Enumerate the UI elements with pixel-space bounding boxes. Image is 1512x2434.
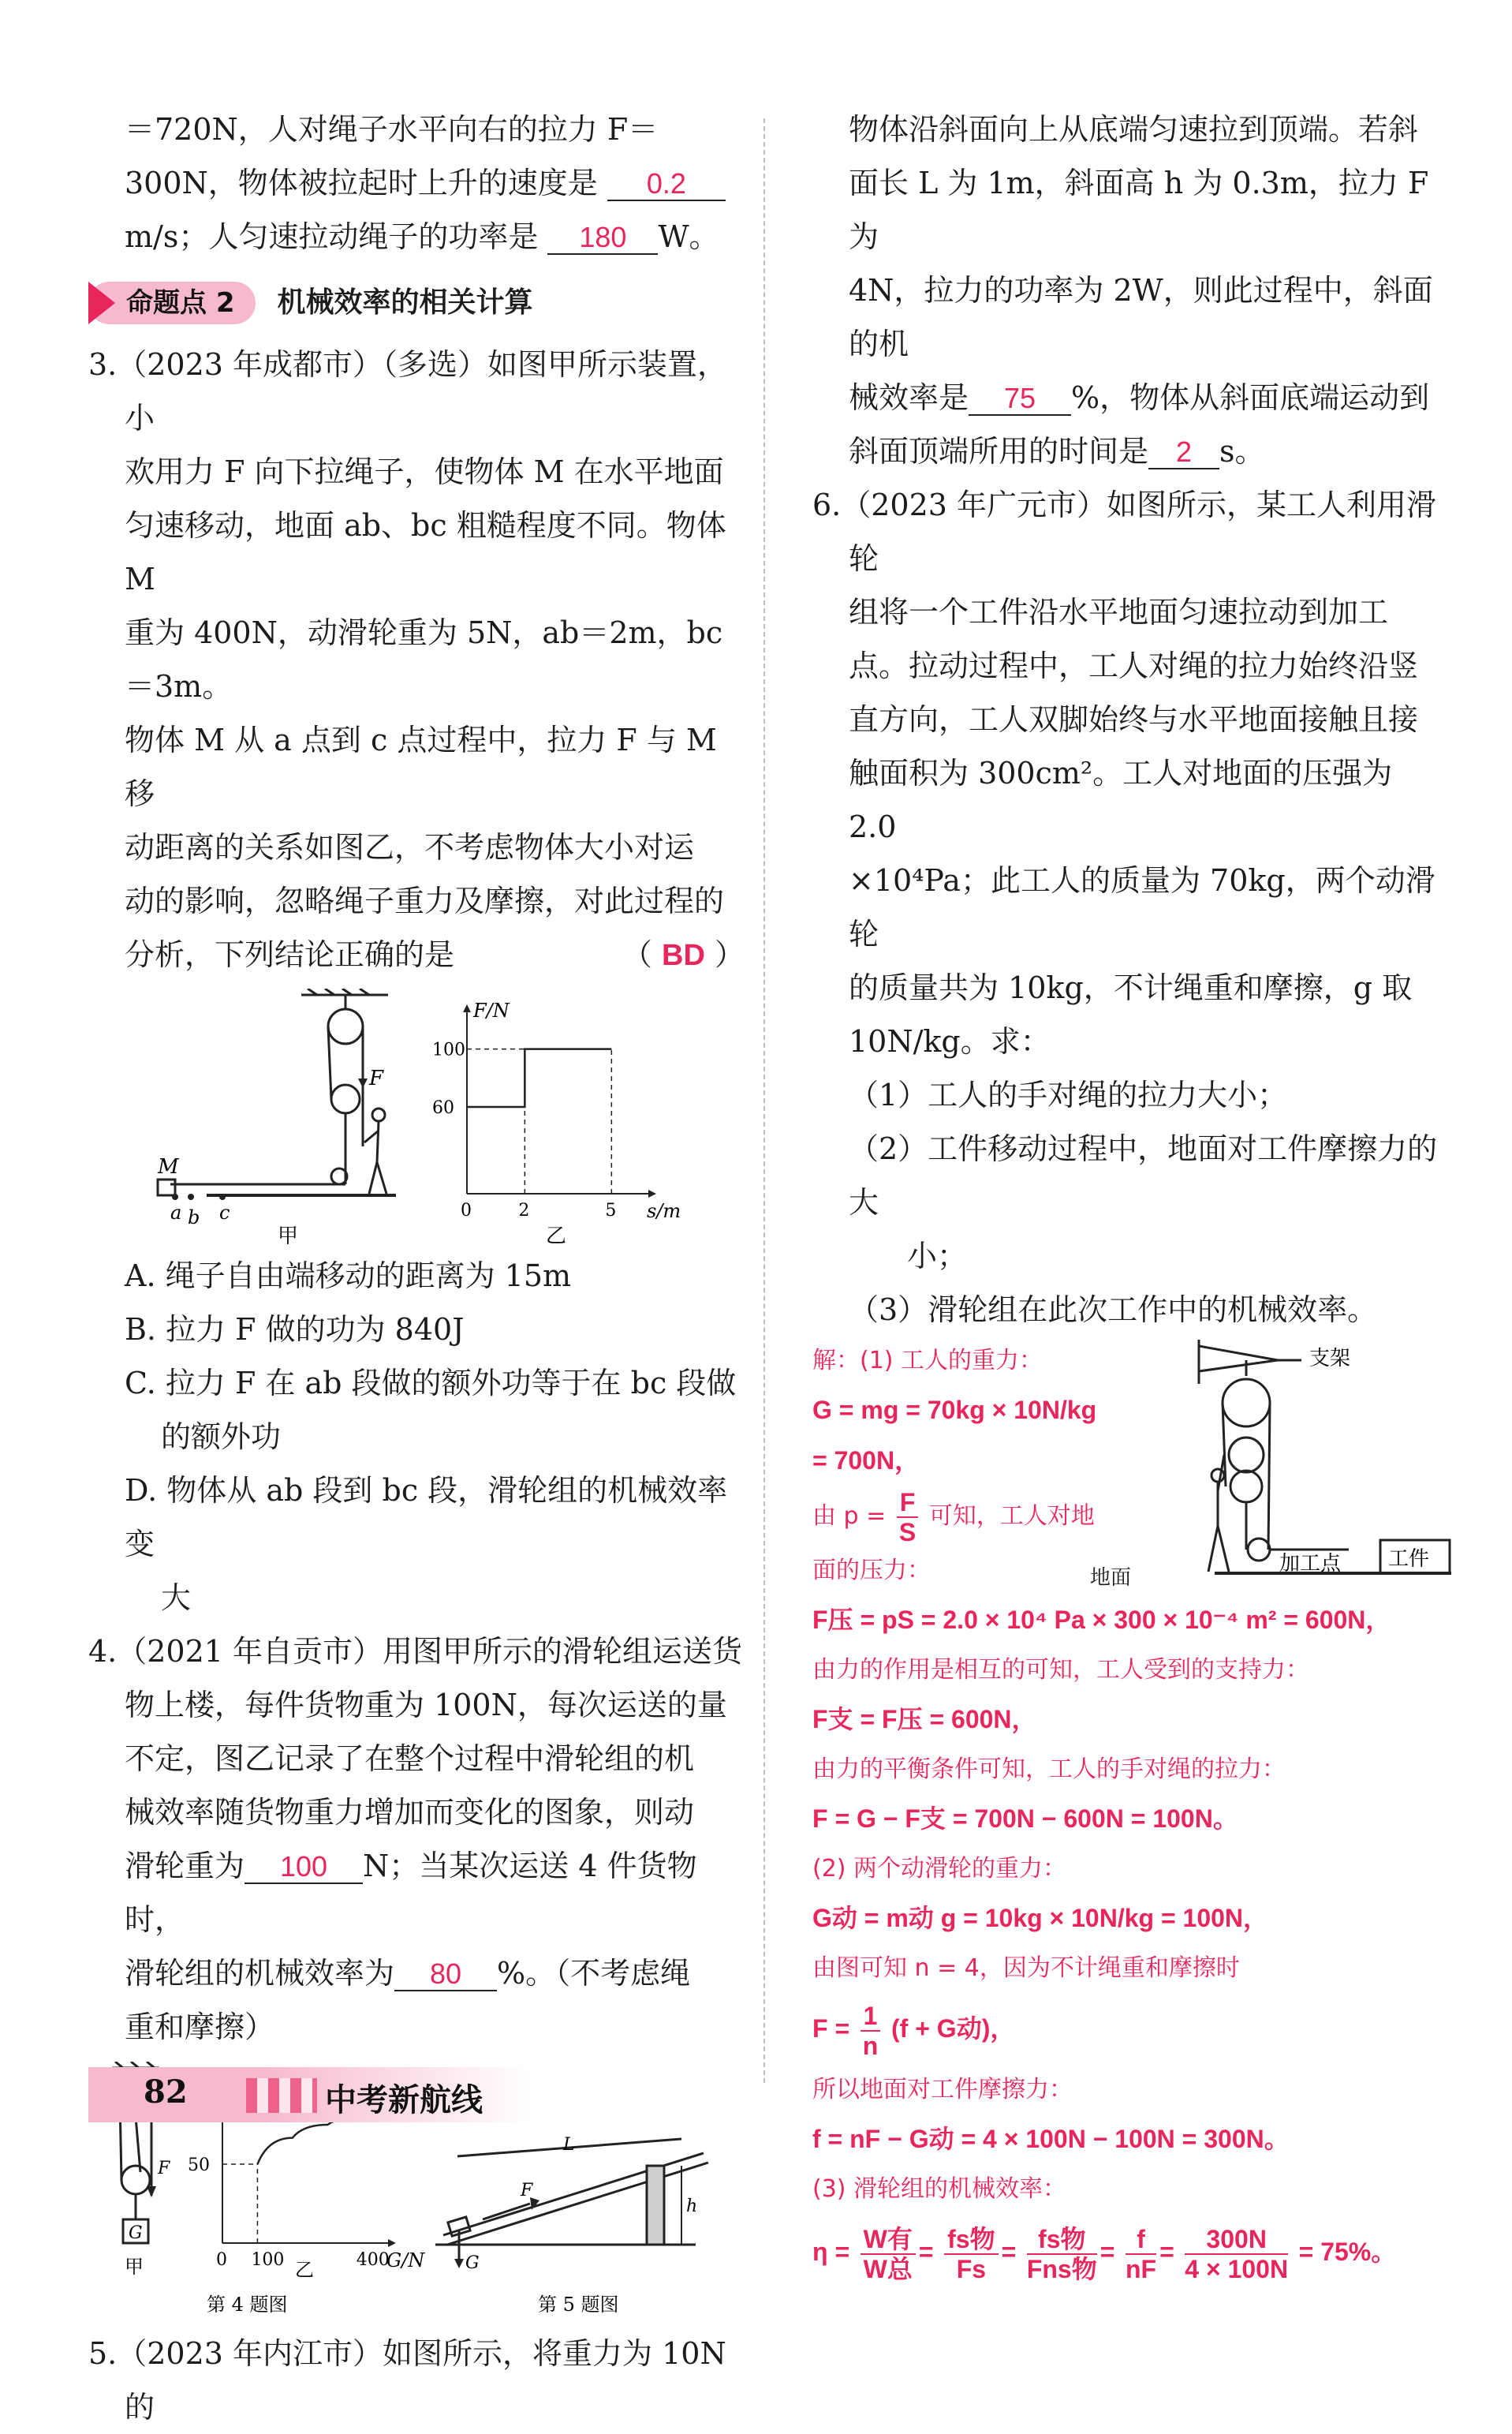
x-axis-arrow-icon bbox=[388, 2239, 396, 2247]
q3-option-a: A. 绳子自由端移动的距离为 15m bbox=[88, 1249, 745, 1303]
q5-answer-eta[interactable]: 75 bbox=[969, 383, 1071, 416]
q6-line-5: 触面积为 300cm²。工人对地面的压强为 2.0 bbox=[812, 746, 1443, 854]
q2-line-2: 300N，物体被拉起时上升的速度是 0.2 bbox=[88, 156, 745, 210]
q3-option-b: B. 拉力 F 做的功为 840J bbox=[88, 1303, 745, 1356]
y-axis-arrow-icon bbox=[463, 1004, 471, 1012]
sol-line-4: 由 p = $\frac{F}{S}$ 可知，工人对地 bbox=[812, 1486, 1443, 1546]
frac-1-n: $\frac{1}{n}$ bbox=[861, 2002, 881, 2060]
q3-line-7: 动的影响，忽略绳子重力及摩擦，对此过程的 bbox=[88, 874, 745, 928]
q3-option-d-cont: 大 bbox=[88, 1571, 745, 1625]
fig4-label-f: F bbox=[157, 2159, 170, 2178]
q5-line-3: 面长 L 为 1m，斜面高 h 为 0.3m，拉力 F 为 bbox=[812, 156, 1443, 264]
q6-label-ground-text: 地面 bbox=[1090, 1551, 1131, 1605]
sol-line-16: f = nF − G动 = 4 × 100N − 100N = 300N。 bbox=[812, 2114, 1443, 2165]
q4-line-7: 重和摩擦） bbox=[88, 2000, 745, 2054]
q6-line-6: ×10⁴Pa；此工人的质量为 70kg，两个动滑轮 bbox=[812, 854, 1443, 961]
x-axis-label: s/m bbox=[647, 1200, 681, 1222]
q4-line-1: 4.（2021 年自贡市）用图甲所示的滑轮组运送货 bbox=[88, 1625, 745, 1678]
q5-line-5: 械效率是 75 %，物体从斜面底端运动到 bbox=[812, 371, 1443, 424]
y-axis-label: F/N bbox=[472, 1000, 510, 1022]
q3-figure bbox=[88, 989, 745, 1249]
q5-line-1: 5.（2023 年内江市）如图所示，将重力为 10N 的 bbox=[88, 2327, 745, 2434]
sol-line-15: 所以地面对工件摩擦力： bbox=[812, 2066, 1443, 2114]
q3-caption-jia: 甲 bbox=[278, 1224, 298, 1248]
q6-sub-2-cont: 小； bbox=[812, 1229, 1443, 1283]
fig5-label-g: G bbox=[465, 2253, 480, 2273]
q2-line-3: m/s；人匀速拉动绳子的功率是 180 W。 bbox=[88, 210, 745, 264]
q3-line-1: 3.（2023 年成都市）（多选）如图甲所示装置，小 bbox=[88, 338, 745, 445]
sol-line-11: (2) 两个动滑轮的重力： bbox=[812, 1845, 1443, 1894]
q4-line-4: 械效率随货物重力增加而变化的图象，则动 bbox=[88, 1785, 745, 1839]
q4-line-6: 滑轮组的机械效率为 80 %。（不考虑绳 bbox=[88, 1946, 745, 2000]
q5-line-4: 4N，拉力的功率为 2W，则此过程中，斜面的机 bbox=[812, 264, 1443, 371]
frac-p: $\frac{F}{S}$ bbox=[897, 1488, 919, 1546]
q4-answer-pulley[interactable]: 100 bbox=[245, 1851, 363, 1884]
label-b: b bbox=[188, 1206, 200, 1228]
series-line bbox=[257, 2117, 362, 2164]
q3-line-6: 动距离的关系如图乙，不考虑物体大小对运 bbox=[88, 821, 745, 874]
q6-sub-2: （2）工件移动过程中，地面对工件摩擦力的大 bbox=[812, 1122, 1443, 1229]
checker-decoration bbox=[246, 2078, 317, 2113]
solution-block bbox=[812, 1337, 1443, 2291]
fig4-caption-yi: 乙 bbox=[295, 2259, 314, 2281]
x-axis-arrow-icon bbox=[648, 1190, 656, 1198]
point-b bbox=[188, 1194, 194, 1200]
y-tick-label: 60 bbox=[432, 1098, 454, 1118]
sol-line-9: 由力的平衡条件可知，工人的手对绳的拉力： bbox=[812, 1745, 1443, 1794]
q3-line-3: 匀速移动，地面 ab、bc 粗糙程度不同。物体 M bbox=[88, 499, 745, 606]
page-footer bbox=[88, 2067, 530, 2122]
fig4-label-g: G bbox=[129, 2223, 143, 2243]
column-divider bbox=[763, 118, 765, 2083]
fig5-incline bbox=[435, 2139, 708, 2262]
frac-eta-1: $\frac{\text{W有}}{\text{W总}}$ bbox=[861, 2225, 916, 2283]
right-column bbox=[812, 103, 1443, 2291]
sol-line-3: = 700N， bbox=[812, 1436, 1443, 1486]
q3-answer[interactable]: BD bbox=[662, 939, 705, 972]
topic-title: 机械效率的相关计算 bbox=[278, 276, 533, 330]
frac-eta-2: $\frac{\text{fs物}}{Fs}$ bbox=[944, 2225, 998, 2283]
q3-arrow-f bbox=[358, 1060, 384, 1090]
label-a: a bbox=[170, 1202, 181, 1224]
q4-line-2: 物上楼，每件货物重为 100N，每次运送的量 bbox=[88, 1678, 745, 1732]
x-tick-label: 0 bbox=[216, 2250, 227, 2270]
x-tick-label: 400 bbox=[357, 2250, 390, 2270]
q3-line-2: 欢用力 F 向下拉绳子，使物体 M 在水平地面 bbox=[88, 445, 745, 499]
fig5-arrow-g bbox=[454, 2259, 464, 2268]
q4-line-5: 滑轮重为 100 N；当某次运送 4 件货物时， bbox=[88, 1839, 745, 1946]
sol-line-7: 由力的作用是相互的可知，工人受到的支持力： bbox=[812, 1646, 1443, 1695]
q2-line-1: ＝720N，人对绳子水平向右的拉力 F＝ bbox=[88, 103, 745, 156]
point-c bbox=[219, 1194, 226, 1200]
q6-line-4: 直方向，工人双脚始终与水平地面接触且接 bbox=[812, 693, 1443, 746]
q3-option-c: C. 拉力 F 在 ab 段做的额外功等于在 bc 段做 bbox=[88, 1356, 745, 1410]
q6-label-work: 工件 bbox=[1388, 1547, 1429, 1571]
sol-line-1: 解：(1) 工人的重力： bbox=[812, 1337, 1443, 1385]
x-axis-label: G/N bbox=[386, 2249, 425, 2271]
q3-line-8: 分析，下列结论正确的是 （ BD ） bbox=[88, 928, 745, 982]
sol-line-17: (3) 滑轮组的机械效率： bbox=[812, 2165, 1443, 2214]
q3-line-5: 物体 M 从 a 点到 c 点过程中，拉力 F 与 M 移 bbox=[88, 713, 745, 821]
play-triangle-icon bbox=[88, 282, 115, 324]
q6-label-point: 加工点 bbox=[1279, 1552, 1342, 1576]
x-tick-label: 100 bbox=[251, 2250, 284, 2270]
fig5-caption: 第 5 题图 bbox=[538, 2294, 619, 2316]
q6-sub-3: （3）滑轮组在此次工作中的机械效率。 bbox=[812, 1283, 1443, 1337]
q2-answer-speed[interactable]: 0.2 bbox=[607, 168, 726, 201]
fig4-caption-jia: 甲 bbox=[125, 2256, 144, 2278]
q3-answer-bracket: （ BD ） bbox=[622, 928, 745, 982]
q6-line-1: 6.（2023 年广元市）如图所示，某工人利用滑轮 bbox=[812, 478, 1443, 585]
q2-answer-power[interactable]: 180 bbox=[547, 222, 658, 255]
q3-line-4: 重为 400N，动滑轮重为 5N，ab＝2m，bc＝3m。 bbox=[88, 606, 745, 713]
q3-label-m: M bbox=[157, 1155, 180, 1179]
fig5-label-f: F bbox=[520, 2181, 533, 2200]
x-tick-label: 5 bbox=[605, 1201, 616, 1221]
x-tick-label: 2 bbox=[518, 1201, 529, 1221]
sol-line-12: G动 = m动 g = 10kg × 10N/kg = 100N， bbox=[812, 1894, 1443, 1944]
sol-line-10: F = G − F支 = 700N − 600N = 100N。 bbox=[812, 1794, 1443, 1845]
q4-line-3: 不定，图乙记录了在整个过程中滑轮组的机 bbox=[88, 1732, 745, 1785]
q6-label-support: 支架 bbox=[1309, 1347, 1350, 1370]
sol-line-6: F压 = pS = 2.0 × 10⁴ Pa × 300 × 10⁻⁴ m² = 600N， bbox=[812, 1595, 1443, 1646]
q3-caption-yi: 乙 bbox=[546, 1224, 566, 1248]
sol-line-14: F = $\frac{1}{n}$ (f + G动)， bbox=[812, 1993, 1443, 2066]
frac-eta-5: $\frac{300N}{4 \times 100N}$ bbox=[1185, 2225, 1288, 2283]
frac-eta-3: $\frac{\text{fs物}}{\text{Fns物}}$ bbox=[1027, 2225, 1097, 2283]
q6-line-7: 的质量共为 10kg，不计绳重和摩擦，g 取 bbox=[812, 961, 1443, 1015]
q3-label-f: F bbox=[368, 1067, 384, 1090]
point-a bbox=[172, 1194, 178, 1200]
fig5-label-h: h bbox=[686, 2197, 697, 2216]
q5-line-6: 斜面顶端所用的时间是 2 s。 bbox=[812, 424, 1443, 478]
q6-line-8: 10N/kg。求： bbox=[812, 1015, 1443, 1068]
sol-line-8: F支 = F压 = 600N， bbox=[812, 1695, 1443, 1745]
q3-apparatus bbox=[158, 989, 396, 1195]
q5-answer-time[interactable]: 2 bbox=[1148, 436, 1219, 469]
x-tick-label: 0 bbox=[461, 1201, 472, 1221]
q6-figure bbox=[1191, 1337, 1459, 1597]
fig5-label-l: L bbox=[562, 2135, 575, 2155]
y-tick-label: 50 bbox=[188, 2155, 210, 2175]
sol-line-5: 面的压力： bbox=[812, 1546, 1443, 1595]
q5-line-2: 物体沿斜面向上从底端匀速拉到顶端。若斜 bbox=[812, 103, 1443, 156]
topic-header bbox=[88, 271, 745, 335]
sol-line-13: 由图可知 n = 4，因为不计绳重和摩擦时 bbox=[812, 1944, 1443, 1993]
q3-option-d: D. 物体从 ab 段到 bc 段，滑轮组的机械效率变 bbox=[88, 1464, 745, 1571]
q6-line-3: 点。拉动过程中，工人对绳的拉力始终沿竖 bbox=[812, 639, 1443, 693]
y-tick-label: 100 bbox=[432, 1041, 465, 1060]
page-number: 82 bbox=[144, 2073, 188, 2111]
q3-option-c-cont: 的额外功 bbox=[88, 1410, 745, 1464]
topic-badge-label: 命题点 2 bbox=[126, 276, 235, 330]
sol-line-2: G = mg = 70kg × 10N/kg bbox=[812, 1385, 1443, 1436]
series-line bbox=[467, 1049, 611, 1107]
frac-eta-4: $\frac{f}{nF}$ bbox=[1126, 2225, 1156, 2283]
q4-answer-eta[interactable]: 80 bbox=[394, 1958, 497, 1991]
label-c: c bbox=[219, 1202, 230, 1224]
fig4-caption: 第 4 题图 bbox=[207, 2294, 288, 2316]
sol-eta: η = $\frac{\text{W有}}{\text{W总}}$ = $\frac{\text{fs物}}{Fs}$ = $\frac{\text{fs物}}{\text{Fns物}}$ = $\frac{f}{nF}$ = $\frac{300N}{4 \times 100N}$ = 75%。 bbox=[812, 2214, 1443, 2291]
brand-name: 中考新航线 bbox=[325, 2075, 483, 2120]
q6-sub-1: （1）工人的手对绳的拉力大小； bbox=[812, 1068, 1443, 1122]
q3-chart bbox=[432, 1000, 681, 1222]
q6-line-2: 组将一个工件沿水平地面匀速拉动到加工 bbox=[812, 585, 1443, 639]
topic-badge bbox=[88, 282, 256, 324]
